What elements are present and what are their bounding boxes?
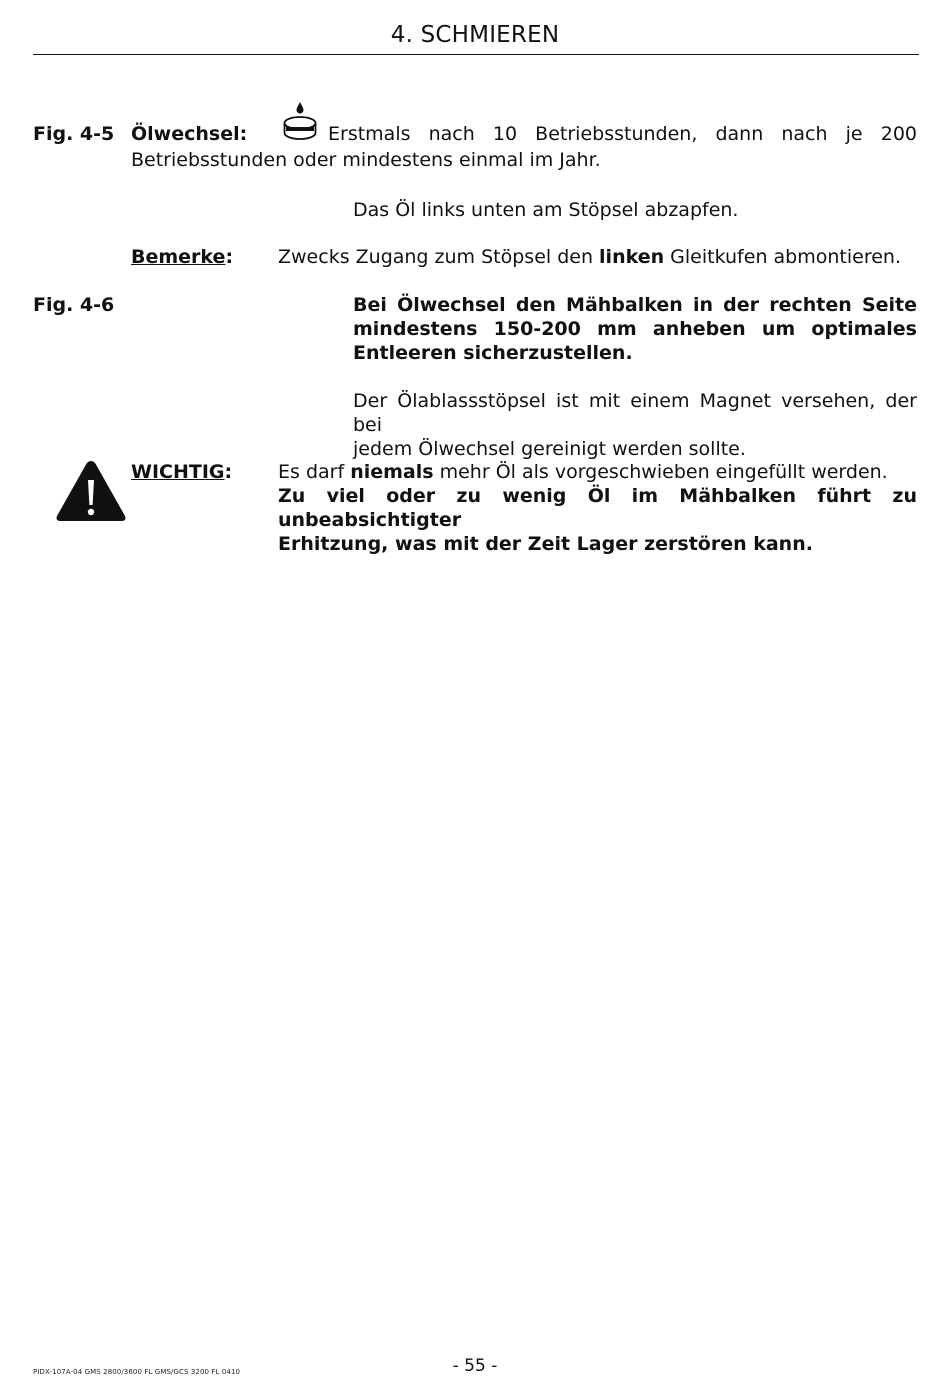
oil-change-interval-line2: Betriebsstunden oder mindestens einmal im Jahr.: [131, 149, 601, 171]
oil-change-interval-line1: Erstmals nach 10 Betriebsstunden, dann nach je 200: [328, 123, 917, 145]
magnet-note-line1: Der Ölablassstöpsel ist mit einem Magnet versehen, der bei: [353, 390, 917, 436]
lift-instruction: [353, 293, 917, 365]
important-text: Es darf niemals mehr Öl als vorgeschwieben eingefüllt werden.: [278, 461, 888, 483]
important-warning-line1: Zu viel oder zu wenig Öl im Mähbalken führt zu unbeabsichtigter: [278, 485, 917, 531]
drain-instruction: Das Öl links unten am Stöpsel abzapfen.: [353, 199, 739, 221]
remark-label: Bemerke:: [131, 246, 234, 268]
page-title: 4. SCHMIEREN: [390, 22, 560, 48]
lift-instruction-line1: Bei Ölwechsel den Mähbalken in der rechten Seite: [353, 294, 917, 316]
figure-ref-4-6: Fig. 4-6: [33, 294, 115, 316]
magnet-note: [353, 389, 917, 461]
oil-change-label: Ölwechsel:: [131, 123, 248, 145]
lift-instruction-line2: mindestens 150-200 mm anheben um optimales: [353, 318, 917, 340]
lift-instruction-line3: Entleeren sicherzustellen.: [353, 342, 633, 364]
page-number: - 55 -: [452, 1356, 498, 1376]
important-warning: [278, 484, 917, 556]
document-code: PIDX-107A-04 GMS 2800/3600 FL GMS/GCS 3200 FL 0410: [33, 1368, 241, 1376]
magnet-note-line2: jedem Ölwechsel gereinigt werden sollte.: [353, 438, 746, 460]
oil-can-icon: [283, 100, 317, 142]
figure-ref-4-5: Fig. 4-5: [33, 123, 115, 145]
important-warning-line2: Erhitzung, was mit der Zeit Lager zerstören kann.: [278, 533, 813, 555]
remark-text: Zwecks Zugang zum Stöpsel den linken Gleitkufen abmontieren.: [278, 246, 901, 268]
header-divider: [33, 54, 919, 55]
warning-triangle-icon: [54, 458, 128, 524]
important-label: WICHTIG:: [131, 461, 233, 483]
